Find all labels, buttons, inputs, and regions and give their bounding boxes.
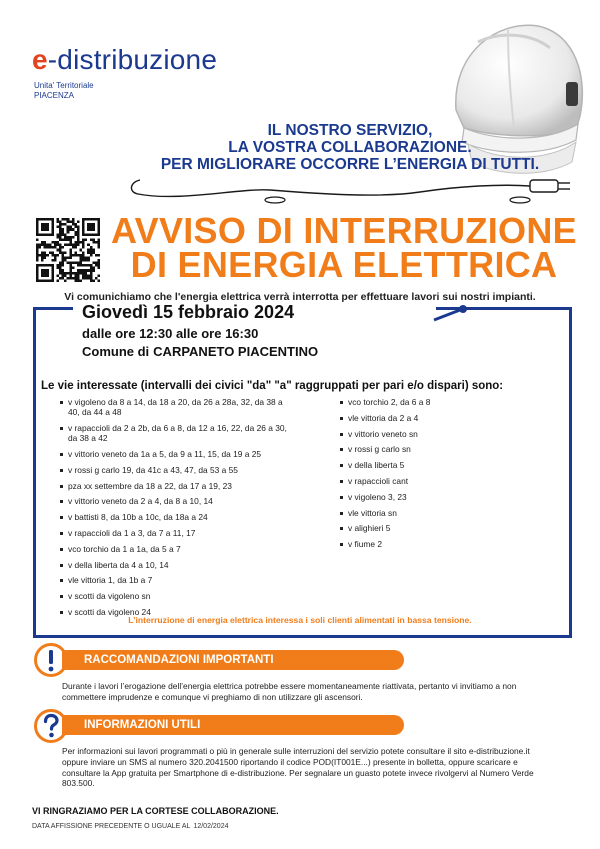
recommendations-text: Durante i lavori l’erogazione dell’energia elettrica potrebbe essere momentaneamente riattivata, pertanto vi invitiamo a non commettere imprudenze e comunque vi preghiamo di non utilizzare gli ascensori. [62, 681, 517, 702]
territorial-unit-city: PIACENZA [34, 91, 75, 100]
list-item: v della liberta 5 [340, 460, 540, 470]
list-item: vco torchio 2, da 6 a 8 [340, 397, 540, 407]
posting-date-value: 12/02/2024 [193, 823, 229, 830]
list-item: v vigoleno da 8 a 14, da 18 a 20, da 26 a 28a, 32, da 38 a 40, da 44 a 48 [60, 397, 290, 417]
recommendations-heading: RACCOMANDAZIONI IMPORTANTI [62, 650, 404, 670]
list-item: v battisti 8, da 10b a 10c, da 18a a 24 [60, 512, 290, 522]
useful-info-heading: INFORMAZIONI UTILI [62, 715, 404, 735]
list-item: vco torchio da 1 a 1a, da 5 a 7 [60, 544, 290, 554]
slogan-line-2: LA VOSTRA COLLABORAZIONE. [228, 139, 472, 156]
notice-title-line-2: DI ENERGIA ELETTRICA [130, 244, 558, 285]
list-item: pza xx settembre da 18 a 22, da 17 a 19, 23 [60, 481, 290, 491]
notice-title-line-1: AVVISO DI INTERRUZIONE [111, 210, 577, 251]
list-item: v alighieri 5 [340, 523, 540, 533]
territorial-unit [34, 81, 94, 101]
slogan-line-1: IL NOSTRO SERVIZIO, [267, 122, 433, 139]
list-item: v rapaccioli da 2 a 2b, da 6 a 8, da 12 a 16, 22, da 26 a 30, da 38 a 42 [60, 423, 290, 443]
streets-heading: Le vie interessate (intervalli dei civici "da" "a" raggruppati per pari e/o dispari) sono: [41, 380, 504, 392]
posting-date-line [32, 823, 229, 830]
list-item: v scotti da vigoleno 24 [60, 607, 290, 617]
cable-pin-icon [432, 303, 472, 323]
thanks-text: VI RINGRAZIAMO PER LA CORTESE COLLABORAZIONE. [32, 806, 279, 816]
low-voltage-note: L’interruzione di energia elettrica interessa i soli clienti alimentati in bassa tensione. [128, 615, 472, 625]
posting-date-label: DATA AFFISSIONE PRECEDENTE O UGUALE AL [32, 823, 191, 830]
interruption-date: Giovedì 15 febbraio 2024 [82, 302, 295, 322]
municipality-label: Comune di [82, 344, 150, 359]
list-item: v scotti da vigoleno sn [60, 591, 290, 601]
list-item: vle vittoria 1, da 1b a 7 [60, 575, 290, 585]
municipality-name: CARPANETO PIACENTINO [153, 344, 319, 359]
list-item: vle vittoria sn [340, 508, 540, 518]
interruption-hours: dalle ore 12:30 alle ore 16:30 [82, 326, 259, 341]
list-item: v della liberta da 4 a 10, 14 [60, 560, 290, 570]
slogan-line-3: PER MIGLIORARE OCCORRE L’ENERGIA DI TUTTI. [160, 156, 540, 173]
brand-logo-e: e [32, 44, 48, 75]
useful-info-text: Per informazioni sui lavori programmati o più in generale sulle interruzioni del servizio potete consultare il sito e-distribuzione.it oppure inviare un SMS al numero 320.2041500 riportando il codice POD(IT001E...) presente in bolletta, oppure scaricare e consultare la App gratuita per Smartphone di e-distribuzione. Per segnalare un guasto potete invece rivolgervi al Numero Verde 803.500. [62, 746, 534, 789]
slogan [140, 122, 560, 173]
municipality [82, 344, 318, 359]
list-item: v vittorio veneto sn [340, 429, 540, 439]
list-item: v vigoleno 3, 23 [340, 492, 540, 502]
frame-top-left-edge [33, 307, 73, 310]
list-item: vle vittoria da 2 a 4 [340, 413, 540, 423]
list-item: v rapaccioli da 1 a 3, da 7 a 11, 17 [60, 528, 290, 538]
list-item: v rossi g carlo 19, da 41c a 43, 47, da 53 a 55 [60, 465, 290, 475]
streets-list-left [60, 397, 290, 623]
qr-code[interactable] [36, 218, 100, 282]
notice-title [104, 210, 584, 285]
list-item: v vittorio veneto da 2 a 4, da 8 a 10, 14 [60, 496, 290, 506]
plug-cable-illustration [120, 168, 590, 206]
list-item: v rapaccioli cant [340, 476, 540, 486]
list-item: v fiume 2 [340, 539, 540, 549]
list-item: v rossi g carlo sn [340, 444, 540, 454]
brand-logo [32, 44, 217, 76]
list-item: v vittorio veneto da 1a a 5, da 9 a 11, 15, da 19 a 25 [60, 449, 290, 459]
intro-text: Vi comunichiamo che l'energia elettrica verrà interrotta per effettuare lavori sui nostri impianti. [64, 291, 536, 303]
brand-logo-text: -distribuzione [47, 44, 218, 75]
territorial-unit-label: Unita' Territoriale [34, 81, 94, 90]
streets-list-right [340, 397, 540, 555]
